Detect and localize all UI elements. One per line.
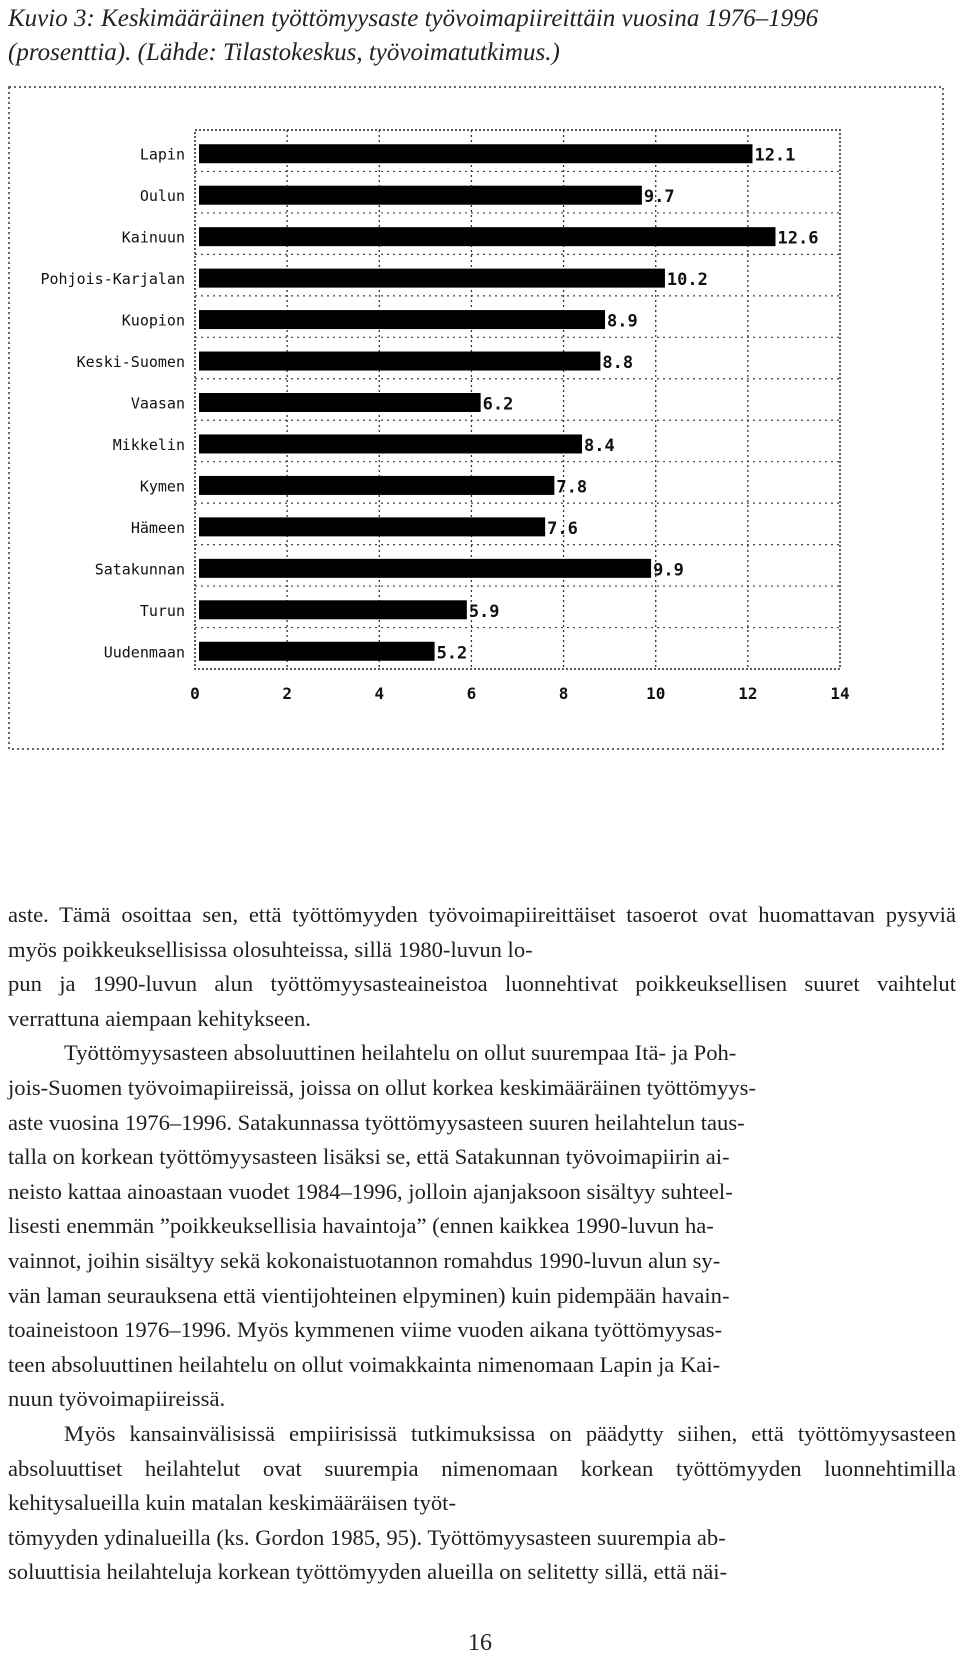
bar	[199, 600, 467, 619]
category-label: Oulun	[139, 187, 185, 206]
text-line: Työttömyysasteen absoluuttinen heilahtelu on ollut suurempaa Itä- ja Poh-	[64, 1040, 737, 1066]
text-line: lisesti enemmän ”poikkeuksellisia havaintoja” (ennen kaikkea 1990-luvun ha-	[8, 1213, 714, 1239]
value-label: 6.2	[482, 394, 514, 415]
text-line: aste vuosina 1976–1996. Satakunnassa työttömyysasteen suuren heilahtelun taus-	[8, 1109, 745, 1135]
text-line: talla on korkean työttömyysasteen lisäksi se, että Satakunnan työvoimapiirin ai-	[8, 1144, 730, 1170]
text-line: vän laman seurauksena että vientijohteinen elpyminen) kuin pidempään havain-	[8, 1282, 730, 1308]
text-line: tömyyden ydinalueilla (ks. Gordon 1985, 95). Työttömyysasteen suurempia ab-	[8, 1524, 726, 1550]
text-line: Myös kansainvälisissä empiirisissä tutkimuksissa on päädytty siihen, että	[64, 1420, 784, 1446]
category-label: Kainuun	[121, 228, 185, 247]
figure-caption	[8, 2, 938, 70]
text-line: työttömyyden luonnehtimilla kehitysalueilla kuin matalan keskimääräisen työt-	[8, 1455, 956, 1516]
body-text	[8, 898, 956, 1590]
value-label: 7.6	[547, 518, 578, 539]
bar	[199, 642, 435, 661]
text-line: neisto kattaa ainoastaan vuodet 1984–1996, jolloin ajanjaksoon sisältyy suhteel-	[8, 1178, 733, 1204]
bar	[199, 227, 776, 246]
text-line: vainnot, joihin sisältyy sekä kokonaistuotannon romahdus 1990-luvun alun sy-	[8, 1247, 721, 1273]
x-tick-label: 6	[466, 684, 477, 703]
category-label: Pohjois-Karjalan	[40, 270, 185, 289]
x-tick-label: 14	[830, 684, 850, 703]
value-label: 12.6	[777, 228, 819, 249]
value-label: 8.8	[602, 353, 634, 374]
category-label: Turun	[139, 601, 185, 620]
x-tick-label: 10	[646, 684, 666, 703]
bar	[199, 434, 582, 453]
value-label: 8.4	[584, 435, 615, 456]
text-line: huomattavan pysyviä myös poikkeuksellisissa olosuhteissa, sillä 1980-luvun lo-	[8, 902, 956, 962]
bar-chart-svg	[8, 86, 948, 798]
paragraph-3	[8, 1417, 956, 1590]
paragraph-1	[8, 898, 956, 1036]
category-label: Lapin	[139, 145, 185, 164]
category-label: Mikkelin	[112, 435, 185, 454]
bar	[199, 393, 481, 412]
caption-line-2: (prosenttia). (Lähde: Tilastokeskus, työvoimatutkimus.)	[8, 39, 560, 66]
bar-chart	[8, 86, 948, 798]
category-label: Kymen	[139, 477, 185, 496]
category-label: Satakunnan	[94, 560, 185, 579]
page-number: 16	[468, 1630, 492, 1656]
text-line: toaineistoon 1976–1996. Myös kymmenen viime vuoden aikana työttömyysas-	[8, 1317, 723, 1343]
value-label: 5.2	[436, 643, 468, 664]
bar	[199, 310, 605, 329]
bar	[199, 476, 554, 495]
value-label: 12.1	[754, 145, 796, 166]
value-label: 10.2	[666, 270, 708, 291]
x-tick-label: 8	[558, 684, 569, 703]
bar	[199, 144, 752, 163]
caption-line-1: Kuvio 3: Keskimääräinen työttömyysaste työvoimapiireittäin vuosina 1976–1996	[8, 5, 819, 32]
text-line: työttömyysasteen absoluuttiset heilahtelut ovat suurempia nimenomaan korkean	[8, 1420, 956, 1481]
bar	[199, 352, 600, 371]
category-label: Keski-Suomen	[76, 353, 185, 372]
bar	[199, 517, 545, 536]
x-tick-label: 12	[738, 684, 758, 703]
value-label: 7.8	[556, 477, 588, 498]
text-line: soluuttisia heilahteluja korkean työttömyyden alueilla on selitetty sillä, että näi-	[8, 1559, 728, 1585]
text-line: nuun työvoimapiireissä.	[8, 1386, 226, 1412]
value-label: 9.9	[653, 560, 684, 581]
text-line: pun ja 1990-luvun alun työttömyysasteaineistoa luonnehtivat poikkeuksellisen	[8, 971, 788, 997]
category-label: Kuopion	[121, 311, 185, 330]
value-label: 9.7	[643, 187, 675, 208]
text-line: teen absoluuttinen heilahtelu on ollut voimakkainta nimenomaan Lapin ja Kai-	[8, 1351, 721, 1377]
category-label: Hämeen	[130, 518, 185, 537]
value-label: 5.9	[468, 601, 500, 622]
bar	[199, 559, 651, 578]
paragraph-2	[8, 1036, 956, 1417]
x-tick-label: 2	[282, 684, 292, 703]
text-line: suuret vaihtelut verrattuna aiempaan kehitykseen.	[8, 971, 957, 1031]
text-line: aste. Tämä osoittaa sen, että työttömyyden työvoimapiireittäiset tasoerot ovat	[8, 902, 748, 927]
bar	[199, 186, 642, 205]
text-line: jois-Suomen työvoimapiireissä, joissa on ollut korkea keskimääräinen työttömyys-	[8, 1074, 756, 1100]
x-tick-label: 0	[190, 684, 200, 703]
x-tick-label: 4	[374, 684, 385, 703]
value-label: 8.9	[607, 311, 638, 332]
category-label: Vaasan	[130, 394, 185, 413]
category-label: Uudenmaan	[103, 643, 185, 662]
bar	[199, 269, 665, 288]
